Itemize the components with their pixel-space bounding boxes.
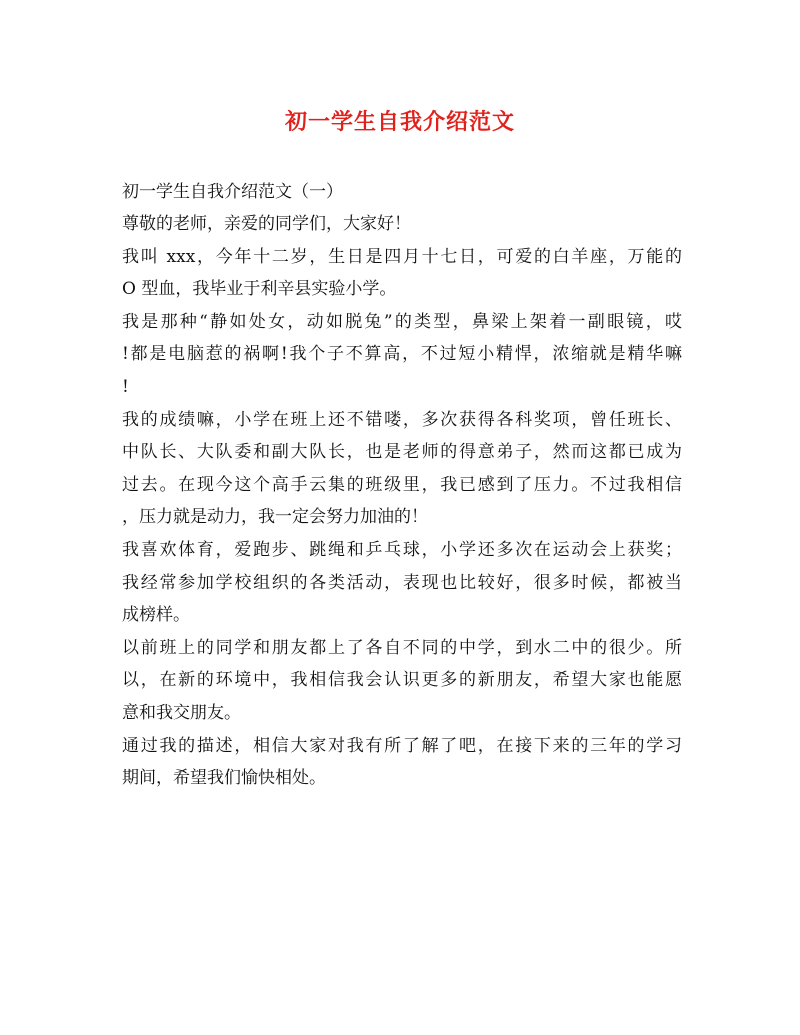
text-line: 通过我的描述，相信大家对我有所了解了吧，在接下来的三年的学习 xyxy=(122,735,682,756)
text-line: 以，在新的环境中，我相信我会认识更多的新朋友，希望大家也能愿 xyxy=(122,670,682,691)
text-line: 成榜样。 xyxy=(122,605,190,626)
text-line: ! xyxy=(122,376,129,397)
text-line: 初一学生自我介绍范文（一） xyxy=(122,182,343,202)
document-body xyxy=(122,176,682,795)
text-line: 意和我交朋友。 xyxy=(122,702,241,723)
document-title: 初一学生自我介绍范文 xyxy=(284,109,515,135)
text-line: 中队长、大队委和副大队长，也是老师的得意弟子，然而这都已成为 xyxy=(122,442,682,463)
text-line: 期间，希望我们愉快相处。 xyxy=(122,768,326,789)
text-line: 我是那种“静如处女，动如脱兔”的类型，鼻梁上架着一副眼镜，哎 xyxy=(122,311,682,332)
text-line: 我经常参加学校组织的各类活动，表现也比较好，很多时候，都被当 xyxy=(122,572,682,593)
text-line: !都是电脑惹的祸啊!我个子不算高，不过短小精悍，浓缩就是精华嘛 xyxy=(122,344,682,365)
text-line: O 型血，我毕业于利辛县实验小学。 xyxy=(122,279,397,300)
text-line: 过去。在现今这个高手云集的班级里，我已感到了压力。不过我相信 xyxy=(122,474,682,495)
text-line: ，压力就是动力，我一定会努力加油的！ xyxy=(122,507,428,528)
text-line: 以前班上的同学和朋友都上了各自不同的中学，到水二中的很少。所 xyxy=(122,637,682,658)
text-line: 尊敬的老师，亲爱的同学们，大家好！ xyxy=(122,214,411,234)
text-line: 我的成绩嘛，小学在班上还不错喽，多次获得各科奖项，曾任班长、 xyxy=(122,409,682,430)
text-line: 我叫 xxx，今年十二岁，生日是四月十七日，可爱的白羊座，万能的 xyxy=(122,246,682,267)
text-line: 我喜欢体育，爱跑步、跳绳和乒乓球，小学还多次在运动会上获奖； xyxy=(122,539,682,560)
